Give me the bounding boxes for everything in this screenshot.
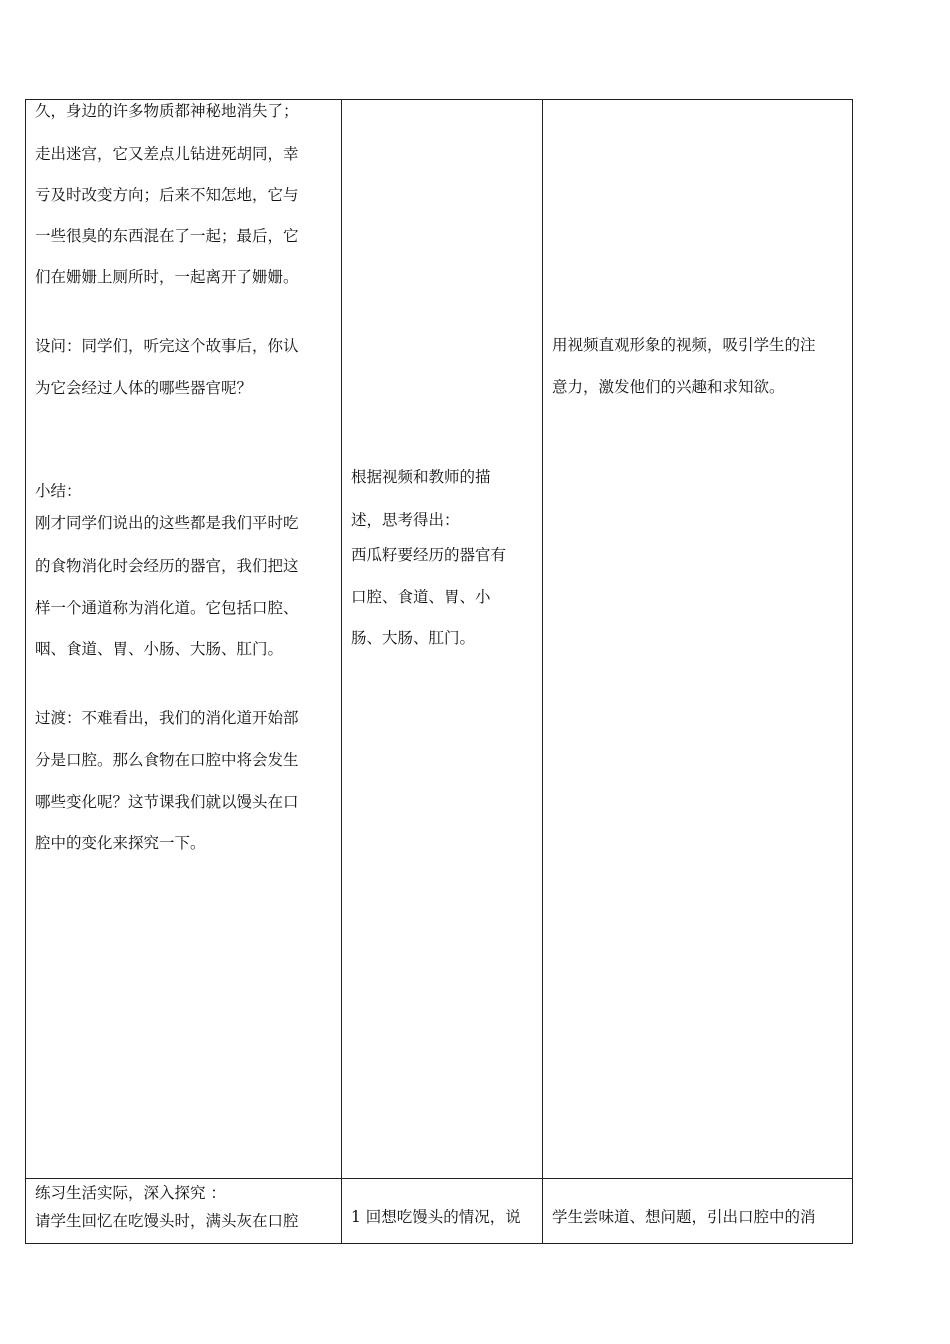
text-line: 分是口腔。那么食物在口腔中将会发生 <box>35 751 299 769</box>
teacher-activity-cell <box>26 100 342 1179</box>
text-line: 述，思考得出： <box>351 511 460 529</box>
text-line: 设问：同学们，听完这个故事后，你认 <box>35 337 299 355</box>
text-line: 意力，激发他们的兴趣和求知欲。 <box>552 378 785 396</box>
text-line: 请学生回忆在吃馒头时，满头灰在口腔 <box>35 1212 299 1230</box>
text-line: 样一个通道称为消化道。它包括口腔、 <box>35 599 299 617</box>
text-line: 用视频直观形象的视频，吸引学生的注 <box>552 336 816 354</box>
text-line: 西瓜籽要经历的器官有 <box>351 546 507 564</box>
text-line: 的食物消化时会经历的器官，我们把这 <box>35 557 299 575</box>
text-line: 过渡：不难看出，我们的消化道开始部 <box>35 709 299 727</box>
text-line: 为它会经过人体的哪些器官呢？ <box>35 379 253 397</box>
text-line: 们在姗姗上厕所时，一起离开了姗姗。 <box>35 268 299 286</box>
student-activity-cell <box>342 1179 543 1244</box>
text-line: 口腔、食道、胃、小 <box>351 588 491 606</box>
text-line: 小结： <box>35 482 82 500</box>
text-line: 刚才同学们说出的这些都是我们平时吃 <box>35 514 299 532</box>
teacher-activity-cell <box>26 1179 342 1244</box>
design-intent-cell <box>543 1179 853 1244</box>
lesson-plan-table <box>25 99 853 1244</box>
text-line: 1 回想吃馒头的情况，说 <box>351 1208 521 1226</box>
text-line: 学生尝味道、想问题，引出口腔中的消 <box>552 1208 816 1226</box>
text-line: 根据视频和教师的描 <box>351 468 491 486</box>
text-line: 练习生活实际，深入探究 ： <box>35 1184 226 1202</box>
text-line: 久，身边的许多物质都神秘地消失了； <box>35 102 299 120</box>
table-row <box>26 100 853 1179</box>
student-activity-cell <box>342 100 543 1179</box>
text-line: 腔中的变化来探究一下。 <box>35 834 206 852</box>
text-line: 亏及时改变方向；后来不知怎地，它与 <box>35 186 299 204</box>
text-line: 咽、食道、胃、小肠、大肠、肛门。 <box>35 640 284 658</box>
design-intent-cell <box>543 100 853 1179</box>
text-line: 肠、大肠、肛门。 <box>351 629 476 647</box>
text-line: 走出迷宫，它又差点儿钻进死胡同，幸 <box>35 145 299 163</box>
text-line: 一些很臭的东西混在了一起；最后，它 <box>35 227 299 245</box>
text-line: 哪些变化呢？这节课我们就以馒头在口 <box>35 793 299 811</box>
table-row <box>26 1179 853 1244</box>
